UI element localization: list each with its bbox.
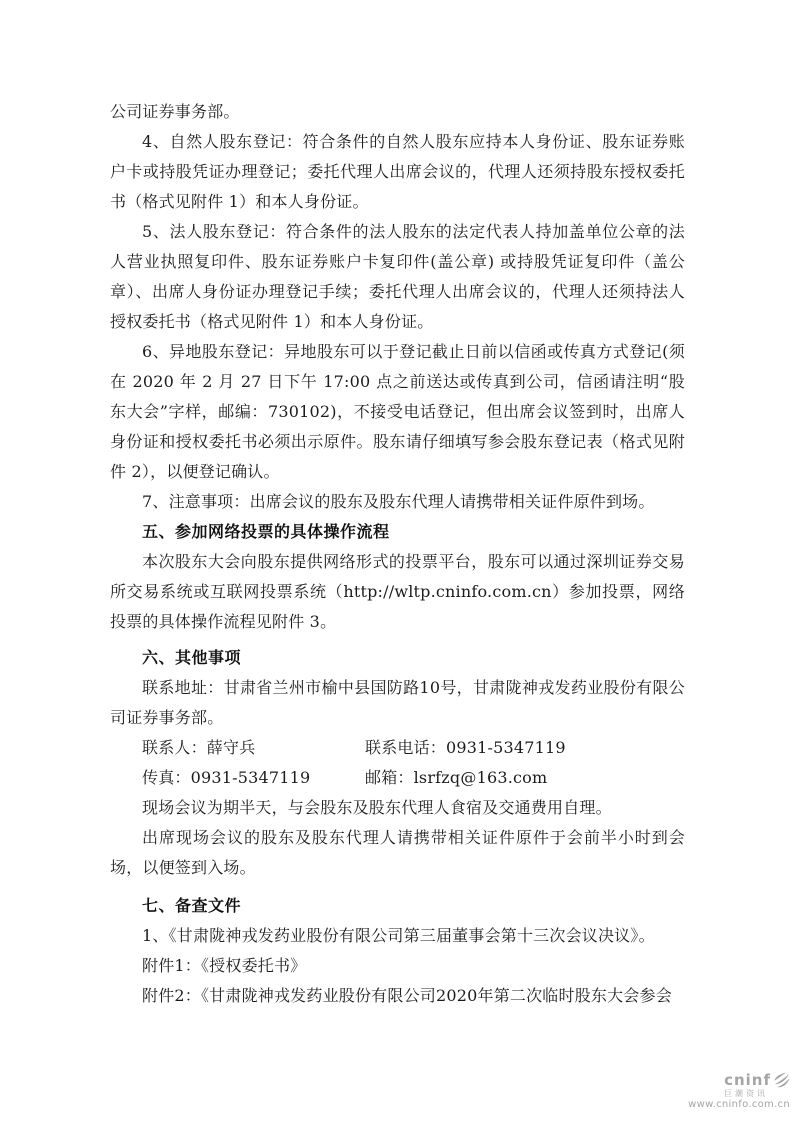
section-heading-other-matters: 六、其他事项 [142,648,242,667]
cninfo-chinese-label: 巨潮资讯 [724,1089,768,1098]
paragraph-meeting-note2: 出席现场会议的股东及股东代理人请携带相关证件原件于会前半小时到会场，以便签到入场。 [110,828,685,877]
contact-person: 联系人：薛守兵 [142,738,256,757]
paragraph-continuation: 公司证券事务部。 [110,102,240,121]
contact-row-fax-email [110,763,685,793]
paragraph-meeting-note1: 现场会议为期半天，与会股东及股东代理人食宿及交通费用自理。 [142,798,612,817]
paragraph-item7-notes: 7、注意事项：出席会议的股东及股东代理人请携带相关证件原件到场。 [142,492,655,511]
paragraph-contact-address: 联系地址：甘肃省兰州市榆中县国防路10号，甘肃陇神戎发药业股份有限公司证券事务部。 [110,678,685,727]
section-heading-reference-documents: 七、备查文件 [142,896,242,915]
cninfo-logo-row [688,1072,790,1088]
contact-fax: 传真：0931-5347119 [142,768,311,787]
paragraph-online-voting-body: 本次股东大会向股东提供网络形式的投票平台，股东可以通过深圳证券交易所交易系统或互联网投票系统（http://wltp.cninfo.com.cn）参加投票，网络投票的具体操作流程见附件 3。 [110,552,685,631]
paragraph-reference-doc1: 1、《甘肃陇神戎发药业股份有限公司第三届董事会第十三次会议决议》。 [142,926,655,945]
paragraph-attachment2: 附件2：《甘肃陇神戎发药业股份有限公司2020年第二次临时股东大会参会 [142,986,672,1005]
contact-email: 邮箱：lsrfzq@163.com [365,768,548,787]
cninfo-watermark [688,1072,790,1110]
paragraph-item5-legal-person-registration: 5、法人股东登记：符合条件的法人股东的法定代表人持加盖单位公章的法人营业执照复印件、股东证券账户卡复印件(盖公章) 或持股凭证复印件（盖公章）、出席人身份证办理登记手续；委托代理人出席会议的，代理人还须持法人授权委托书（格式见附件 1）和本人身份证。 [110,222,685,331]
cninfo-url-text: www.cninfo.com.cn [688,1099,790,1110]
paragraph-item4-natural-person-registration: 4、自然人股东登记：符合条件的自然人股东应持本人身份证、股东证券账户卡或持股凭证办理登记；委托代理人出席会议的，代理人还须持股东授权委托书（格式见附件 1）和本人身份证。 [110,132,685,211]
paragraph-attachment1: 附件1：《授权委托书》 [142,956,307,975]
cninfo-brand-text: cninf [724,1070,771,1089]
contact-row-person-phone [110,733,685,763]
paragraph-item6-remote-registration: 6、异地股东登记：异地股东可以于登记截止日前以信函或传真方式登记(须在 2020 年 2 月 27 日下午 17:00 点之前送达或传真到公司，信函请注明“股东大会”字样，邮编：730102)，不接受电话登记，但出席会议签到时，出席人身份证和授权委托书必须出示原件。股东请仔细填写参会股东登记表（格式见附件 2），以便登记确认。 [110,342,685,481]
contact-phone: 联系电话：0931-5347119 [365,738,566,757]
section-heading-online-voting: 五、参加网络投票的具体操作流程 [142,522,390,541]
cninfo-swirl-icon [773,1072,790,1088]
